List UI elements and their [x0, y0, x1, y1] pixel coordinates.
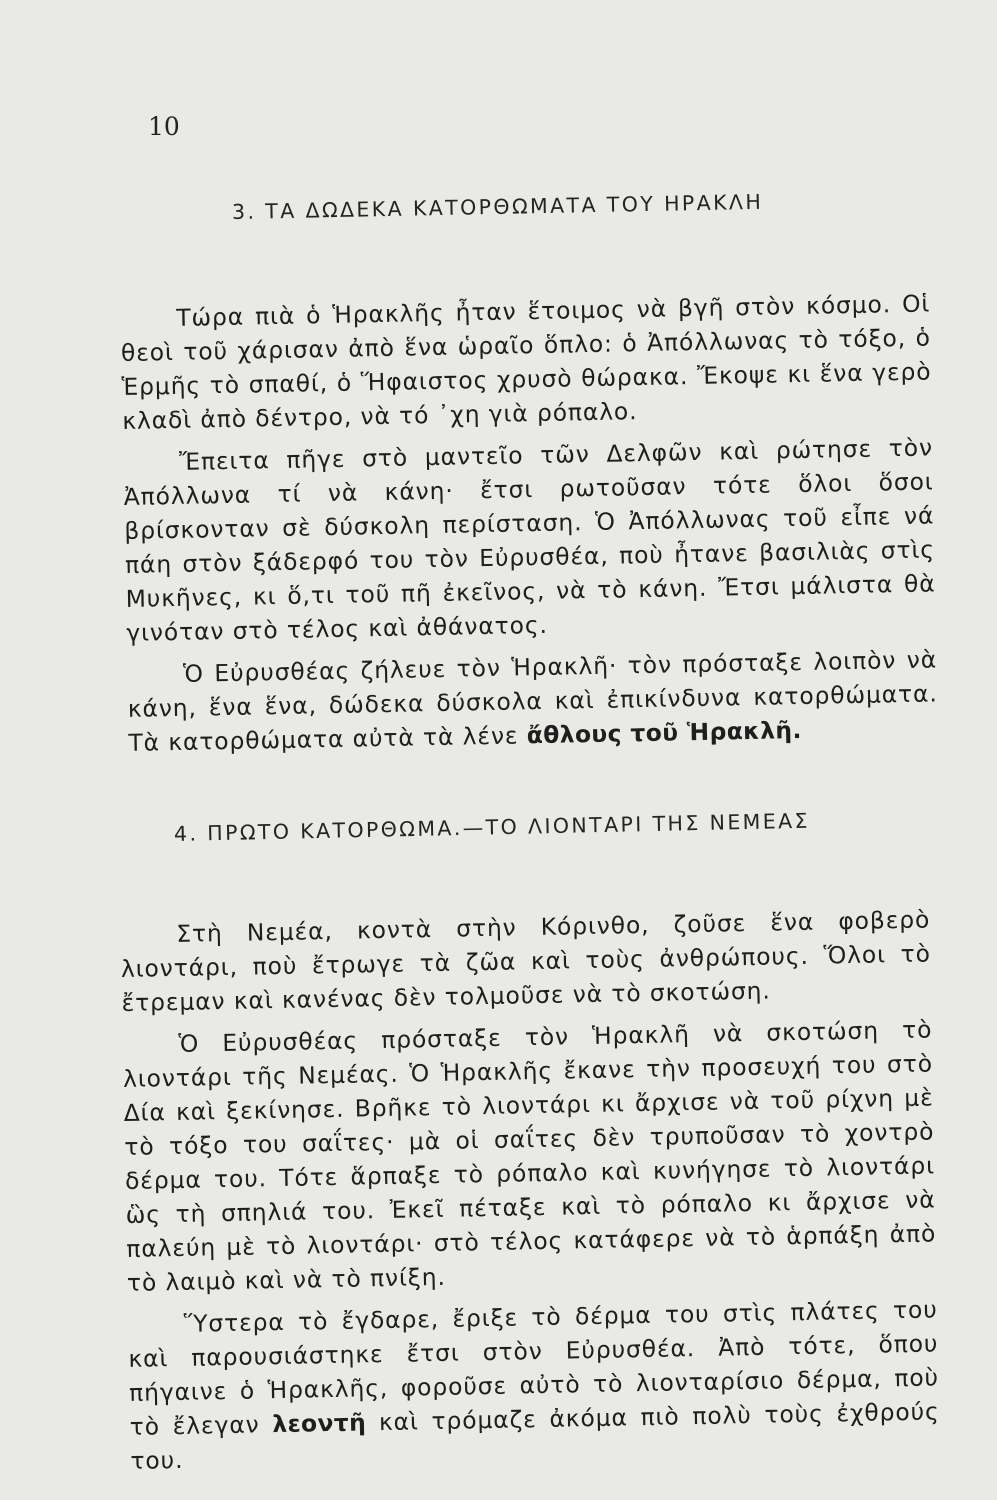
- section-4-paragraph-3: [127, 1292, 940, 1478]
- labours-of-heracles-term: ἄθλους τοῦ Ἡρακλῆ.: [526, 715, 802, 750]
- section-4-heading: 4. ΠΡΩΤΟ ΚΑΤΟΡΘΩΜΑ.—ΤΟ ΛΙΟΝΤΑΡΙ ΤΗΣ ΝΕΜΕΑΣ: [173, 808, 811, 846]
- section-3-heading: 3. ΤΑ ΔΩΔΕΚΑ ΚΑΤΟΡΘΩΜΑΤΑ ΤΟΥ ΗΡΑΚΛΗ: [231, 189, 764, 224]
- section-4-paragraph-2: Ὁ Εὐρυσθέας πρόσταξε τὸν Ἡρακλῆ νὰ σκοτώση τὸ λιοντάρι τῆς Νεμέας. Ὁ Ἡρακλῆς ἔκανε τὴν προσευχή του στὸ Δία καὶ ξεκίνησε. Βρῆκε τὸ λιοντάρι κι ἄρχισε νὰ τοῦ ρίχνη μὲ τὸ τόξο του σαΐτες· μὰ οἱ σαΐτες δὲν τρυποῦσαν τὸ χοντρὸ δέρμα του. Τότε ἅρπαξε τὸ ρόπαλο καὶ κυνήγησε τὸ λιοντάρι ὣς τὴ σπηλιά του. Ἐκεῖ πέταξε καὶ τὸ ρόπαλο κι ἄρχισε νὰ παλεύη μὲ τὸ λιοντάρι· στὸ τέλος κατάφερε νὰ τὸ ἁρπάξη ἀπὸ τὸ λαιμὸ καὶ νὰ τὸ πνίξη.: [122, 1015, 937, 1297]
- section-4-paragraph-3-text-a: Ὕστερα τὸ ἔγδαρε, ἔριξε τὸ δέρμα του στὶς πλάτες του καὶ παρουσιάστηκε ἔτσι στὸν Εὐρυσθέα. Ἀπὸ τότε, ὅπου πήγαινε ὁ Ἡρακλῆς, φοροῦσε αὐτὸ τὸ λιονταρίσιο δέρμα, ποὺ τὸ ἔλεγαν: [128, 1295, 940, 1441]
- section-3-body: [120, 286, 939, 759]
- section-3-paragraph-1: Τώρα πιὰ ὁ Ἡρακλῆς ἦταν ἕτοιμος νὰ βγῆ στὸν κόσμο. Οἱ θεοὶ τοῦ χάρισαν ἀπὸ ἕνα ὡραῖο ὅπλο: ὁ Ἀπόλλωνας τὸ τόξο, ὁ Ἑρμῆς τὸ σπαθί, ὁ Ἥφαιστος χρυσὸ θώρακα. Ἔκοψε κι ἕνα γερὸ κλαδὶ ἀπὸ δέντρο, νὰ τό ᾽χη γιὰ ρόπαλο.: [120, 289, 932, 435]
- section-3-paragraph-2: Ἔπειτα πῆγε στὸ μαντεῖο τῶν Δελφῶν καὶ ρώτησε τὸν Ἀπόλλωνα τί νὰ κάνη· ἔτσι ρωτοῦσαν τότε ὅλοι ὅσοι βρίσκονταν σὲ δύσκολη περίσταση. Ὁ Ἀπόλλωνας τοῦ εἶπε νά πάη στὸν ξάδερφό του τὸν Εὐρυσθέα, ποὺ ἦτανε βασιλιὰς στὶς Μυκῆνες, κι ὅ,τι τοῦ πῆ ἐκεῖνος, νὰ τὸ κάνη. Ἔτσι μάλιστα θὰ γινόταν στὸ τέλος καὶ ἀθάνατος.: [123, 433, 936, 647]
- section-4-body: [120, 902, 941, 1477]
- page-number: 10: [148, 112, 180, 141]
- section-3-paragraph-3: [127, 642, 939, 760]
- section-4-paragraph-3-text-b: καὶ τρόμαζε ἀκόμα πιὸ πολὺ τοὺς ἐχθρούς του.: [130, 1397, 940, 1475]
- section-3-paragraph-3-text: Ὁ Εὐρυσθέας ζήλευε τὸν Ἡρακλῆ· τὸν πρόσταξε λοιπὸν νὰ κάνη, ἕνα ἕνα, δώδεκα δύσκολα καὶ ἐπικίνδυνα κατορθώματα. Τὰ κατορθώματα αὐτὰ τὰ λένε: [127, 645, 938, 757]
- leonte-term: λεοντῆ: [272, 1408, 367, 1439]
- section-4-paragraph-1: Στὴ Νεμέα, κοντὰ στὴν Κόρινθο, ζοῦσε ἕνα φοβερὸ λιοντάρι, ποὺ ἔτρωγε τὰ ζῶα καὶ τοὺς ἀνθρώπους. Ὅλοι τὸ ἔτρεμαν καὶ κανένας δὲν τολμοῦσε νὰ τὸ σκοτώση.: [120, 905, 932, 1017]
